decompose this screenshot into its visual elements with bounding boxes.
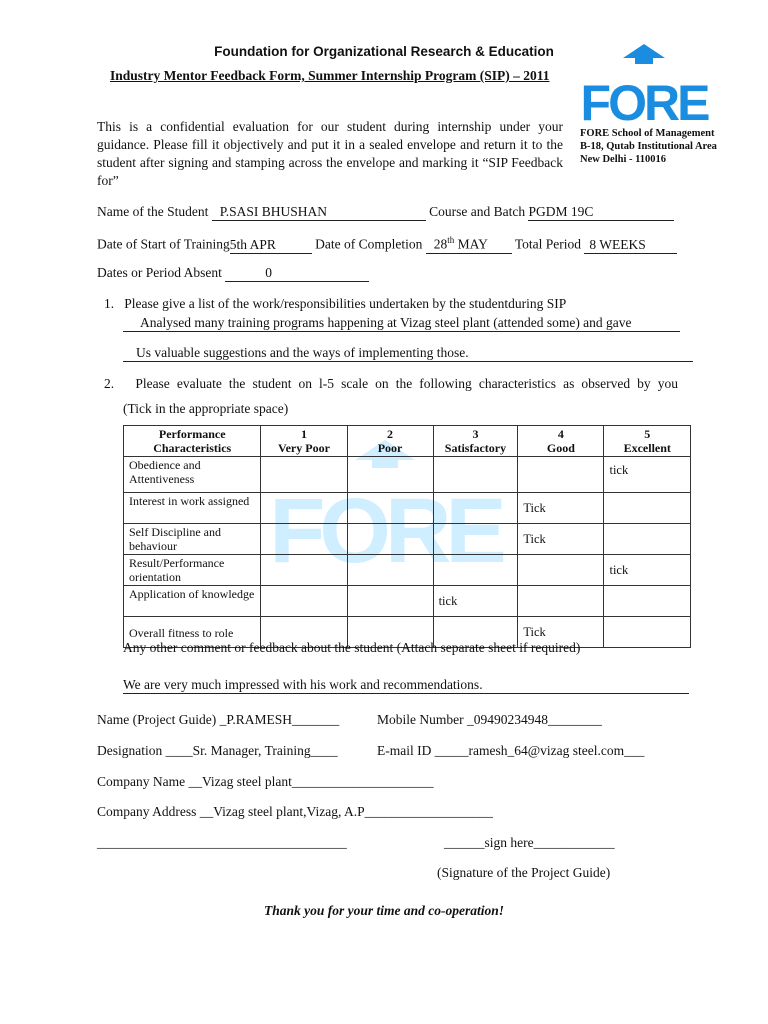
comments-label: Any other comment or feedback about the student (Attach separate sheet if required) [123,640,581,655]
student-name-label: Name of the Student [97,204,209,219]
cell-poor[interactable] [347,524,433,555]
student-name-row [97,204,674,221]
header-very-poor: 1 Very Poor [261,426,347,457]
cell-satisfactory[interactable] [433,493,518,524]
cell-poor[interactable] [347,457,433,493]
dates-row [97,235,677,254]
cell-satisfactory[interactable] [433,555,518,586]
cell-very-poor[interactable] [261,586,347,617]
organization-name: Foundation for Organizational Research & Education [214,44,554,59]
guide-mobile: Mobile Number _09490234948________ [377,712,602,727]
cell-good[interactable] [518,555,604,586]
table-row [124,586,691,617]
cell-satisfactory[interactable] [433,524,518,555]
cell-satisfactory[interactable] [433,457,518,493]
row-label: Obedience and Attentiveness [124,457,261,493]
school-street: B-18, Qutab Institutional Area [580,141,717,152]
logo-text: FORE [580,75,708,131]
question-2 [104,376,678,392]
completion-value: 28th MAY [426,235,512,254]
completion-label: Date of Completion [315,236,423,252]
question-2-subtext: (Tick in the appropriate space) [123,401,289,416]
question-1 [104,296,566,312]
cell-good[interactable]: Tick [518,617,604,648]
header-satisfactory: 3 Satisfactory [433,426,518,457]
student-name-value: P.SASI BHUSHAN [212,204,426,221]
school-address [580,127,717,166]
header-good: 4 Good [518,426,604,457]
period-value: 8 WEEKS [584,237,677,254]
school-city: New Delhi - 110016 [580,154,667,165]
row-label: Interest in work assigned [124,493,261,524]
cell-poor[interactable] [347,586,433,617]
cell-very-poor[interactable] [261,493,347,524]
cell-satisfactory[interactable]: tick [433,586,518,617]
cell-poor[interactable] [347,493,433,524]
guide-email: E-mail ID _____ramesh_64@vizag steel.com___ [377,743,645,758]
course-label: Course and Batch [429,204,526,219]
row-label: Application of knowledge [124,586,261,617]
cell-very-poor[interactable] [261,457,347,493]
cell-good[interactable]: Tick [518,524,604,555]
header-excellent: 5 Excellent [604,426,691,457]
row-label: Self Discipline and behaviour [124,524,261,555]
question-2-number: 2. [104,376,115,391]
table-row [124,493,691,524]
cell-very-poor[interactable] [261,524,347,555]
cell-excellent[interactable] [604,586,691,617]
comments-text: We are very much impressed with his work and recommendations. [123,677,689,694]
signature-line: ______sign here____________ [444,835,615,850]
form-title: Industry Mentor Feedback Form, Summer Internship Program (SIP) – 2011 [110,68,550,83]
question-1-text: Please give a list of the work/responsibilities undertaken by the studentduring SIP [124,296,567,311]
cell-good[interactable] [518,457,604,493]
table-row [124,555,691,586]
evaluation-table [123,425,691,648]
signature-caption: (Signature of the Project Guide) [437,865,611,880]
cell-excellent[interactable] [604,617,691,648]
start-date-value: 5th APR [230,237,312,254]
absent-label: Dates or Period Absent [97,265,222,280]
company-address: Company Address __Vizag steel plant,Vizag, A.P___________________ [97,804,493,819]
cell-excellent[interactable] [604,493,691,524]
question-2-text: Please evaluate the student on l-5 scale on the following characteristics as observed by you [135,376,678,391]
cell-good[interactable] [518,586,604,617]
cell-excellent[interactable]: tick [604,457,691,493]
table-row [124,524,691,555]
header-characteristics: Performance Characteristics [124,426,261,457]
company-name: Company Name __Vizag steel plant_____________________ [97,774,434,789]
table-header-row [124,426,691,457]
guide-name: Name (Project Guide) _P.RAMESH_______ [97,712,340,727]
intro-paragraph: This is a confidential evaluation for our student during internship under your guidance. Please fill it objectively and put it in a sealed envelope and return it to the student after signing and stamping across the envelope and marking it “SIP Feedback for” [97,119,563,188]
question-1-answer-line-2: Us valuable suggestions and the ways of implementing those. [123,345,693,362]
cell-good[interactable]: Tick [518,493,604,524]
fore-logo [580,44,708,131]
cell-poor[interactable] [347,555,433,586]
guide-designation: Designation ____Sr. Manager, Training____ [97,743,338,758]
absent-row [97,265,369,282]
period-label: Total Period [514,236,582,252]
row-label: Result/Performance orientation [124,555,261,586]
question-1-number: 1. [104,296,115,311]
cell-very-poor[interactable] [261,555,347,586]
thank-you-note: Thank you for your time and co-operation! [263,903,504,918]
start-date-label: Date of Start of Training [97,236,230,252]
table-row [124,457,691,493]
row-label: Overall fitness to role [124,617,261,648]
question-1-answer-line-1: Analysed many training programs happening at Vizag steel plant (attended some) and gave [123,315,680,332]
course-value: PGDM 19C [528,204,674,221]
school-name: FORE School of Management [580,128,715,139]
cell-excellent[interactable]: tick [604,555,691,586]
header-poor: 2 Poor [347,426,433,457]
blank-line: _____________________________________ [97,835,347,850]
cell-excellent[interactable] [604,524,691,555]
svg-text:FORE: FORE [269,480,501,582]
absent-value: 0 [225,265,369,282]
